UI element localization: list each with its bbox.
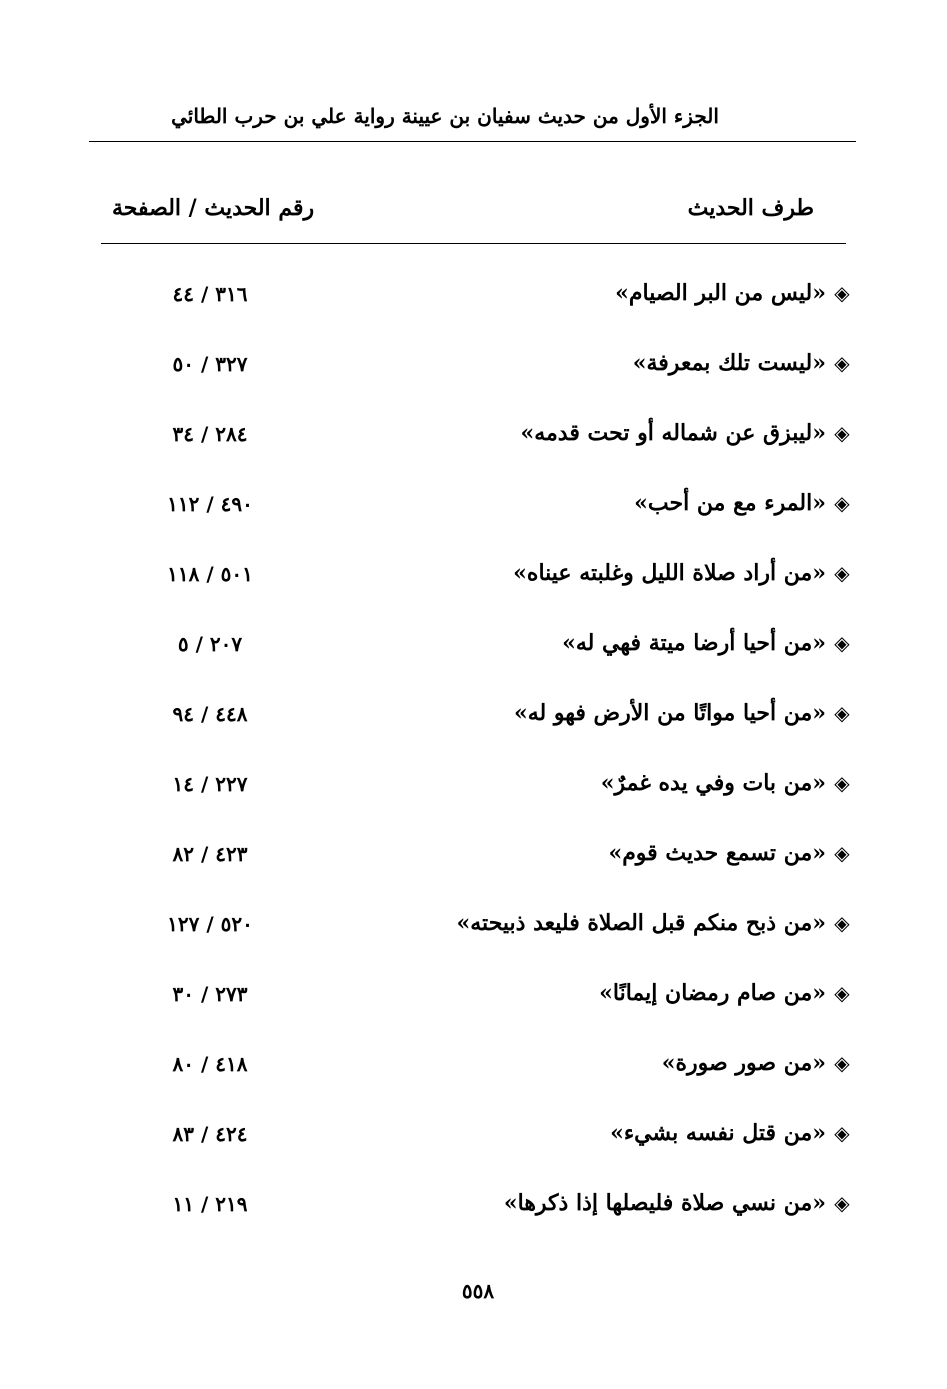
hadith-entry <box>662 1050 852 1076</box>
hadith-text: «من صور صورة» <box>661 1050 826 1076</box>
hadith-reference: ٤٢٣ / ٨٢ <box>172 842 248 866</box>
hadith-reference: ٢١٩ / ١١ <box>172 1192 248 1216</box>
index-row <box>100 542 852 612</box>
hadith-reference: ٢٨٤ / ٣٤ <box>172 422 248 446</box>
hadith-reference: ٤٢٤ / ٨٣ <box>172 1122 248 1146</box>
hadith-reference: ٤٩٠ / ١١٢ <box>167 492 253 516</box>
column-heading-reference: رقم الحديث / الصفحة <box>112 195 315 221</box>
hadith-text: «المرء مع من أحب» <box>634 490 826 516</box>
diamond-bullet-icon: ◈ <box>834 421 850 445</box>
hadith-text: «من صام رمضان إيمانًا» <box>599 980 826 1006</box>
hadith-text: «ليبزق عن شماله أو تحت قدمه» <box>520 420 826 446</box>
index-row <box>100 1102 852 1172</box>
index-row <box>100 892 852 962</box>
hadith-text: «من قتل نفسه بشيء» <box>610 1120 826 1146</box>
hadith-text: «ليس من البر الصيام» <box>615 280 826 306</box>
hadith-index-list <box>100 262 852 1242</box>
diamond-bullet-icon: ◈ <box>834 351 850 375</box>
index-row <box>100 752 852 822</box>
diamond-bullet-icon: ◈ <box>834 561 850 585</box>
hadith-entry <box>457 910 852 936</box>
hadith-reference: ٤١٨ / ٨٠ <box>172 1052 248 1076</box>
index-row <box>100 402 852 472</box>
hadith-reference: ٤٤٨ / ٩٤ <box>172 702 248 726</box>
hadith-entry <box>504 1190 852 1216</box>
diamond-bullet-icon: ◈ <box>834 841 850 865</box>
hadith-reference: ٣١٦ / ٤٤ <box>172 282 248 306</box>
index-row <box>100 332 852 402</box>
hadith-entry <box>608 840 852 866</box>
diamond-bullet-icon: ◈ <box>834 701 850 725</box>
hadith-entry <box>599 980 852 1006</box>
column-heading-rule <box>101 243 846 244</box>
hadith-reference: ٣٢٧ / ٥٠ <box>172 352 248 376</box>
index-row <box>100 962 852 1032</box>
header-rule <box>89 141 856 142</box>
index-row <box>100 682 852 752</box>
diamond-bullet-icon: ◈ <box>834 281 850 305</box>
hadith-reference: ٢٢٧ / ١٤ <box>172 772 248 796</box>
diamond-bullet-icon: ◈ <box>834 771 850 795</box>
hadith-text: «من أحيا مواتًا من الأرض فهو له» <box>513 700 826 726</box>
index-row <box>100 472 852 542</box>
column-heading-hadith: طرف الحديث <box>687 195 814 221</box>
hadith-text: «من نسي صلاة فليصلها إذا ذكرها» <box>503 1190 826 1216</box>
hadith-reference: ٢٧٣ / ٣٠ <box>172 982 248 1006</box>
hadith-entry <box>520 420 852 446</box>
hadith-text: «من أراد صلاة الليل وغلبته عيناه» <box>513 560 826 586</box>
diamond-bullet-icon: ◈ <box>834 1121 850 1145</box>
diamond-bullet-icon: ◈ <box>834 1191 850 1215</box>
hadith-entry <box>615 280 852 306</box>
hadith-entry <box>601 770 852 796</box>
hadith-text: «ليست تلك بمعرفة» <box>632 350 826 376</box>
diamond-bullet-icon: ◈ <box>834 911 850 935</box>
hadith-text: «من أحيا أرضا ميتة فهي له» <box>562 630 826 656</box>
hadith-entry <box>633 350 852 376</box>
hadith-reference: ٥٢٠ / ١٢٧ <box>167 912 253 936</box>
hadith-entry <box>634 490 852 516</box>
running-header: الجزء الأول من حديث سفيان بن عيينة رواية علي بن حرب الطائي <box>171 104 719 128</box>
index-row <box>100 1032 852 1102</box>
hadith-entry <box>514 700 852 726</box>
index-row <box>100 1172 852 1242</box>
index-row <box>100 262 852 332</box>
hadith-text: «من ذبح منكم قبل الصلاة فليعد ذبيحته» <box>456 910 826 936</box>
hadith-text: «من تسمع حديث قوم» <box>608 840 826 866</box>
page-number: ٥٥٨ <box>461 1279 495 1303</box>
index-row <box>100 612 852 682</box>
hadith-entry <box>610 1120 852 1146</box>
hadith-reference: ٢٠٧ / ٥ <box>177 632 243 656</box>
hadith-entry <box>513 560 852 586</box>
diamond-bullet-icon: ◈ <box>834 491 850 515</box>
hadith-text: «من بات وفي يده غمرٌ» <box>600 770 826 796</box>
diamond-bullet-icon: ◈ <box>834 631 850 655</box>
hadith-entry <box>562 630 852 656</box>
diamond-bullet-icon: ◈ <box>834 1051 850 1075</box>
index-row <box>100 822 852 892</box>
hadith-reference: ٥٠١ / ١١٨ <box>167 562 253 586</box>
diamond-bullet-icon: ◈ <box>834 981 850 1005</box>
